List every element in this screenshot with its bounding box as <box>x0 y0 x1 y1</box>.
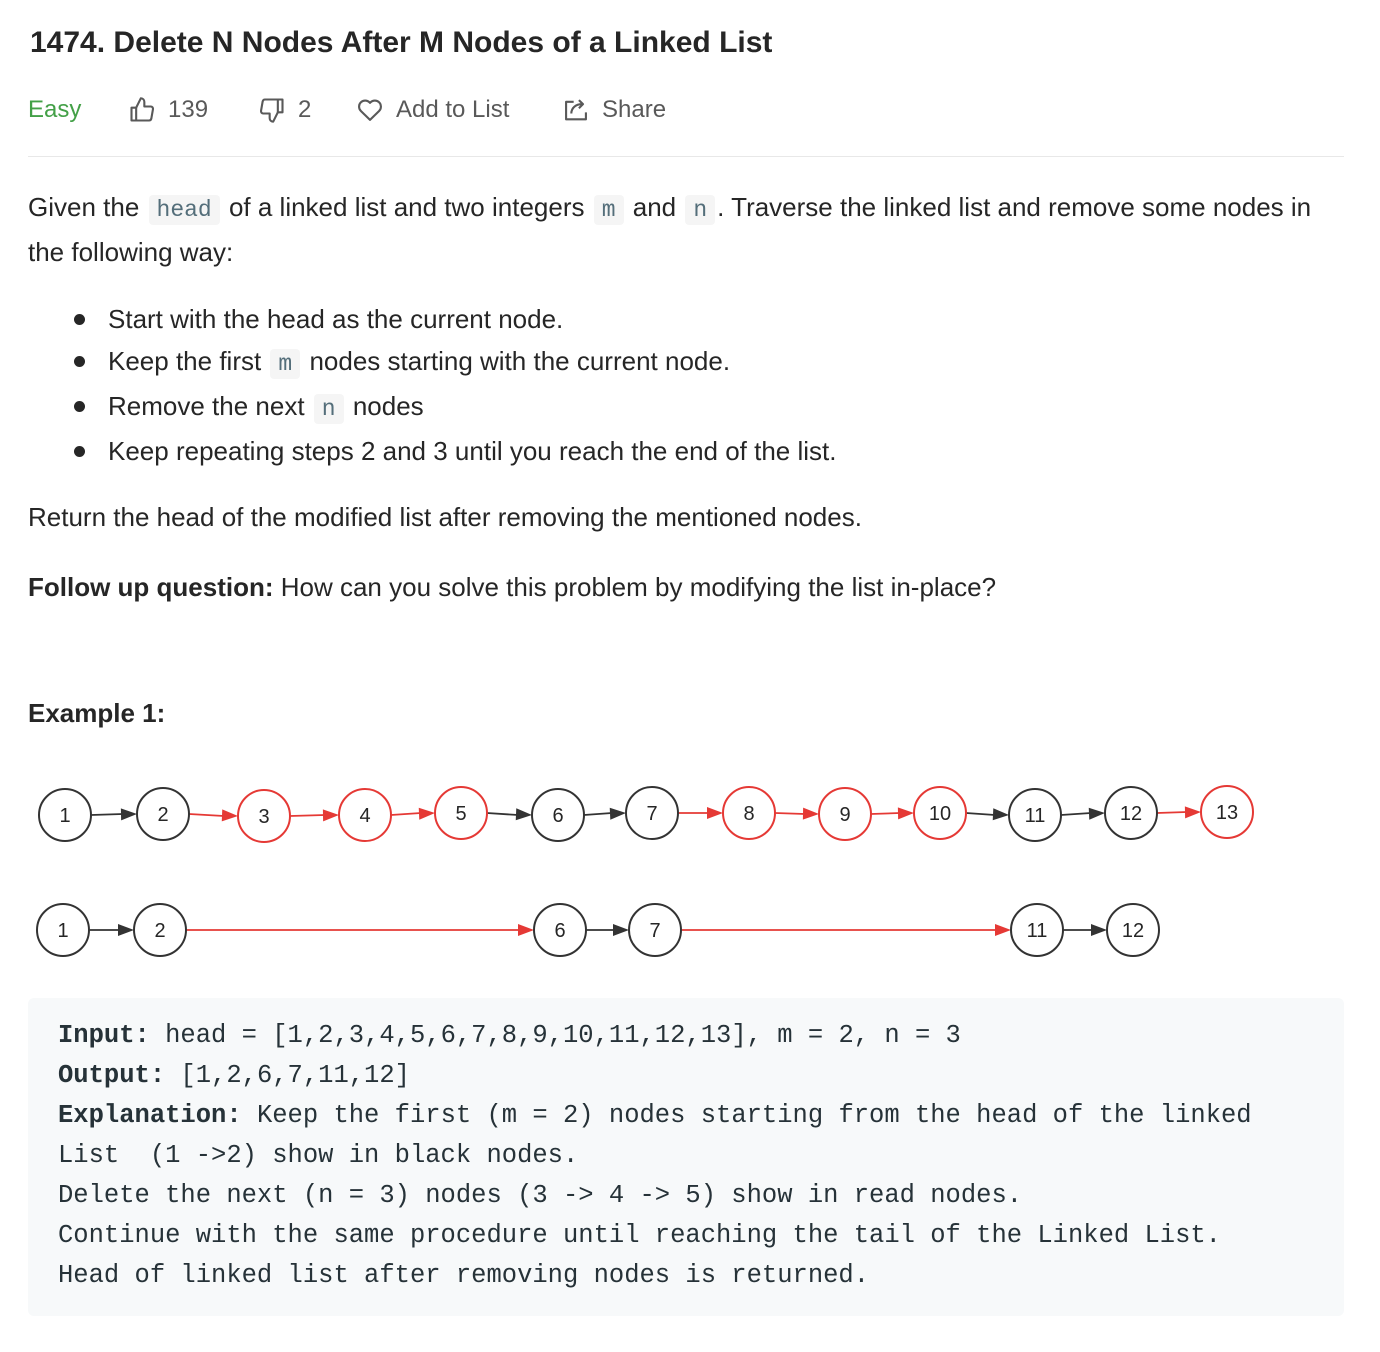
example-box <box>28 998 1344 1316</box>
arrow-head <box>995 924 1011 936</box>
like-count: 139 <box>168 96 209 123</box>
explanation-line: List (1 ->2) show in black nodes. <box>58 1141 579 1170</box>
inline-code-m: m <box>270 349 300 379</box>
node-label: 7 <box>646 803 658 825</box>
node-link <box>1061 813 1091 815</box>
node-label: 2 <box>154 920 166 942</box>
share-icon <box>562 96 590 124</box>
arrow-head <box>118 924 134 936</box>
arrow-head <box>803 808 819 820</box>
example-code <box>58 1016 1252 1296</box>
node-link <box>1157 812 1187 813</box>
thumbs-down-icon <box>258 96 286 124</box>
share-label: Share <box>602 96 667 123</box>
description-paragraph <box>28 186 1344 273</box>
node-label: 12 <box>1119 803 1143 825</box>
node-link <box>871 813 900 814</box>
desc-text: Given the <box>28 192 147 222</box>
node-label: 8 <box>743 803 755 825</box>
node-link <box>189 814 224 816</box>
node-label: 10 <box>928 803 952 825</box>
arrow-head <box>419 808 435 820</box>
desc-text: of a linked list and two integers <box>221 192 592 222</box>
node-label: 1 <box>59 805 71 827</box>
example-title: Example 1: <box>28 698 166 728</box>
node-label: 11 <box>1024 805 1046 827</box>
list-item <box>74 340 837 385</box>
explanation-line: Keep the first (m = 2) nodes starting from the head of the linked <box>241 1101 1252 1130</box>
arrow-head <box>516 808 532 820</box>
step-text: nodes starting with the current node. <box>302 346 731 376</box>
node-link <box>584 813 612 815</box>
explanation-line: Delete the next (n = 3) nodes (3 -> 4 -> 5) show in read nodes. <box>58 1181 1023 1210</box>
arrow-head <box>323 809 339 821</box>
problem-meta-bar <box>28 92 1344 128</box>
arrow-head <box>1089 808 1105 820</box>
output-value: [1,2,6,7,11,12] <box>165 1061 410 1090</box>
add-to-list-button[interactable] <box>356 92 509 128</box>
node-label: 3 <box>258 806 270 828</box>
linked-list-diagram <box>28 770 1344 970</box>
arrow-head <box>993 808 1009 820</box>
steps-list <box>74 298 837 472</box>
step-text: Keep the first <box>108 346 269 376</box>
node-link <box>775 813 805 814</box>
node-link <box>91 814 123 815</box>
return-paragraph: Return the head of the modified list after removing the mentioned nodes. <box>28 502 862 532</box>
list-item <box>74 430 837 472</box>
node-label: 5 <box>455 803 467 825</box>
like-button[interactable] <box>128 92 208 128</box>
followup-paragraph <box>28 566 996 608</box>
input-label: Input: <box>58 1021 150 1050</box>
node-label: 13 <box>1215 802 1239 824</box>
explanation-line: Head of linked list after removing nodes is returned. <box>58 1261 870 1290</box>
node-link <box>487 813 518 815</box>
desc-text: and <box>625 192 684 222</box>
input-value: head = [1,2,3,4,5,6,7,8,9,10,11,12,13], m = 2, n = 3 <box>149 1021 961 1050</box>
arrow-head <box>1091 924 1107 936</box>
step-text: Start with the head as the current node. <box>108 304 564 334</box>
arrow-head <box>707 807 723 819</box>
followup-label: Follow up question: <box>28 572 274 602</box>
node-label: 7 <box>649 920 661 942</box>
arrow-head <box>898 807 914 819</box>
thumbs-up-icon <box>128 96 156 124</box>
add-to-list-label: Add to List <box>396 96 510 123</box>
header-divider <box>28 156 1344 157</box>
arrow-head <box>121 808 137 820</box>
inline-code-n: n <box>314 394 344 424</box>
step-text: nodes <box>345 391 424 421</box>
node-link <box>966 813 995 815</box>
node-link <box>391 813 421 815</box>
node-label: 2 <box>157 804 169 826</box>
arrow-head <box>1185 806 1201 818</box>
node-label: 9 <box>839 804 851 826</box>
dislike-count: 2 <box>298 96 312 123</box>
step-text: Keep repeating steps 2 and 3 until you reach the end of the list. <box>108 436 837 466</box>
share-button[interactable] <box>562 92 666 128</box>
node-label: 6 <box>554 920 566 942</box>
arrow-head <box>518 924 534 936</box>
explanation-line: Continue with the same procedure until reaching the tail of the Linked List. <box>58 1221 1221 1250</box>
node-label: 4 <box>359 805 371 827</box>
inline-code-n: n <box>685 195 715 225</box>
list-item <box>74 385 837 430</box>
node-link <box>290 815 325 816</box>
output-label: Output: <box>58 1061 166 1090</box>
problem-title: 1474. Delete N Nodes After M Nodes of a Linked List <box>30 26 773 59</box>
node-label: 11 <box>1026 920 1048 942</box>
followup-text: How can you solve this problem by modifying the list in-place? <box>273 572 997 602</box>
arrow-head <box>613 924 629 936</box>
node-label: 6 <box>552 805 564 827</box>
inline-code-m: m <box>594 195 624 225</box>
inline-code-head: head <box>149 195 220 225</box>
arrow-head <box>222 809 238 821</box>
node-label: 12 <box>1121 920 1145 942</box>
node-label: 1 <box>57 920 69 942</box>
explanation-label: Explanation: <box>58 1101 242 1130</box>
list-item <box>74 298 837 340</box>
arrow-head <box>610 808 626 820</box>
heart-icon <box>356 96 384 124</box>
desc-text: . Traverse the linked list and remove some nodes in the following way: <box>28 192 1312 267</box>
dislike-button[interactable] <box>258 92 311 128</box>
step-text: Remove the next <box>108 391 312 421</box>
difficulty-badge: Easy <box>28 96 82 123</box>
